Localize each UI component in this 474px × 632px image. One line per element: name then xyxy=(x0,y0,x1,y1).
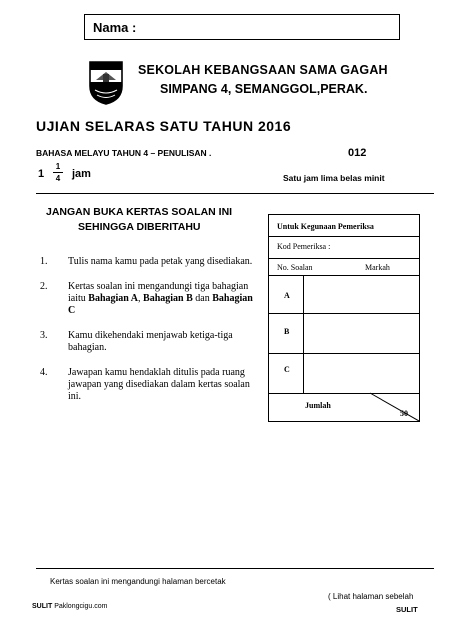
footer-left xyxy=(32,603,108,610)
sulit-mark-left: SULIT xyxy=(32,603,53,610)
divider-line xyxy=(36,193,434,194)
examiner-code-label: Kod Pemeriksa : xyxy=(277,242,331,251)
instruction-item: 4. Jawapan kamu hendaklah ditulis pada ruang jawapan yang disediakan dalam kertas soalan ini. xyxy=(40,367,250,402)
name-label: Nama : xyxy=(93,20,137,35)
column-header-marks: Markah xyxy=(365,263,390,272)
instruction-item: 1. Tulis nama kamu pada petak yang disediakan. xyxy=(40,256,253,267)
fraction-numerator: 1 xyxy=(55,162,61,171)
total-label: Jumlah xyxy=(305,401,331,410)
school-name: SEKOLAH KEBANGSAAN SAMA GAGAH xyxy=(138,63,388,77)
row-label-b: B xyxy=(284,327,290,336)
row-label-c: C xyxy=(284,365,290,374)
total-max: 50 xyxy=(400,409,408,418)
paper-code: 012 xyxy=(348,147,367,159)
warning-line-2: SEHINGGA DIBERITAHU xyxy=(78,221,201,233)
subject-label: BAHASA MELAYU TAHUN 4 – PENULISAN . xyxy=(36,148,212,158)
see-next-page: ( Lihat halaman sebelah xyxy=(328,592,414,601)
footer-divider xyxy=(36,568,434,569)
name-field-box[interactable] xyxy=(84,14,400,40)
examiner-table xyxy=(268,214,420,422)
warning-line-1: JANGAN BUKA KERTAS SOALAN INI xyxy=(46,206,233,218)
fraction-denominator: 4 xyxy=(55,174,61,183)
duration-unit: jam xyxy=(72,168,91,180)
school-address: SIMPANG 4, SEMANGGOL,PERAK. xyxy=(160,82,368,96)
page-count-note: Kertas soalan ini mengandungi halaman bercetak xyxy=(50,577,226,586)
duration-whole: 1 xyxy=(38,168,45,180)
column-header-question: No. Soalan xyxy=(277,263,313,272)
sulit-mark-right: SULIT xyxy=(396,605,418,614)
total-diagonal xyxy=(269,215,419,421)
table-title: Untuk Kegunaan Pemeriksa xyxy=(277,222,374,231)
instructions-list xyxy=(40,256,260,416)
instruction-item: 2. Kertas soalan ini mengandungi tiga bahagian iaitu Bahagian A, Bahagian B dan Bahagian C xyxy=(40,281,253,316)
exam-title: UJIAN SELARAS SATU TAHUN 2016 xyxy=(36,118,292,134)
row-label-a: A xyxy=(284,291,290,300)
school-crest-icon xyxy=(86,60,126,106)
instruction-item: 3. Kamu dikehendaki menjawab ketiga-tiga bahagian. xyxy=(40,330,233,353)
duration-fraction xyxy=(53,162,63,183)
site-name: Paklongcigu.com xyxy=(54,603,108,610)
duration-text: Satu jam lima belas minit xyxy=(283,173,385,183)
